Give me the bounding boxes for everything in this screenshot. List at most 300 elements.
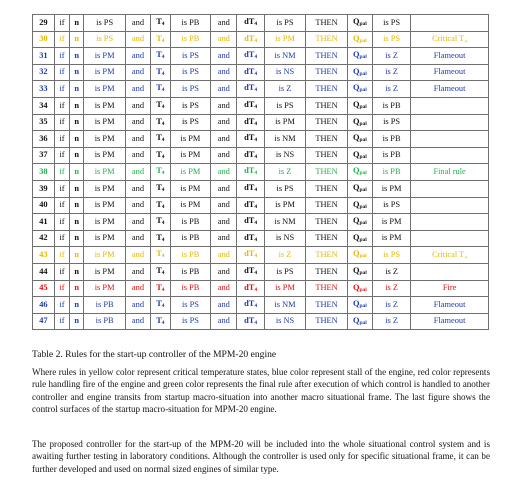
then-keyword xyxy=(306,263,348,280)
fuel-variable xyxy=(347,197,372,214)
temperature-derivative-term xyxy=(264,15,306,32)
temperature-derivative-variable-subscript: 4 xyxy=(254,253,258,260)
fuel-variable-text: Q xyxy=(352,299,360,309)
temperature-derivative-term-text: is PS xyxy=(276,183,294,193)
then-keyword xyxy=(306,97,348,114)
then-keyword xyxy=(306,230,348,247)
speed-variable xyxy=(70,15,84,32)
temperature-derivative-variable-subscript: 4 xyxy=(254,137,258,144)
paragraph-color-legend: Where rules in yellow color represent critical temperature states, blue color represent stall of the engine, red color represents rule handling fire of the engine and green color represents the final rule after execution of which control is handled to another controller and engine transits from startup macro-situation into another macro situational frame. The last figure shows the control surfaces of the startup macro-situation for MPM-20 engine. xyxy=(32,367,490,415)
fuel-variable-subscript: pal xyxy=(359,153,367,160)
and-keyword-text: and xyxy=(217,100,230,110)
temperature-derivative-term xyxy=(264,280,306,297)
temperature-derivative-term xyxy=(264,131,306,148)
fuel-variable-text: Q xyxy=(352,182,360,192)
temperature-variable xyxy=(151,313,171,330)
rule-row xyxy=(33,48,489,65)
if-keyword-text: if xyxy=(59,166,65,176)
fuel-variable-subscript: pal xyxy=(359,21,367,28)
speed-term-text: is PM xyxy=(94,166,115,176)
speed-term-text: is PM xyxy=(94,233,115,243)
speed-variable-text: n xyxy=(74,266,80,276)
fuel-variable-text: Q xyxy=(352,66,360,76)
temperature-variable-text: T xyxy=(156,17,162,27)
fuel-term-text: is PB xyxy=(382,100,401,110)
speed-variable-text: n xyxy=(74,200,80,210)
fuel-term xyxy=(372,263,410,280)
and-keyword-text: and xyxy=(217,50,230,60)
temperature-variable xyxy=(151,247,171,264)
and-keyword-text: and xyxy=(217,117,230,127)
fuel-variable-subscript: pal xyxy=(359,137,367,144)
fuel-term xyxy=(372,64,410,81)
speed-variable-text: n xyxy=(74,299,80,309)
speed-term xyxy=(84,147,126,164)
and-keyword-text: and xyxy=(217,200,230,210)
temperature-derivative-variable xyxy=(237,164,264,181)
temperature-derivative-term xyxy=(264,164,306,181)
fuel-variable-text: Q xyxy=(352,232,360,242)
speed-term xyxy=(84,297,126,314)
and-keyword-text: and xyxy=(131,117,145,127)
temperature-term-text: is PM xyxy=(180,183,201,193)
temperature-derivative-term xyxy=(264,297,306,314)
speed-variable xyxy=(70,263,84,280)
temperature-derivative-variable-text: dT xyxy=(244,33,255,43)
and-keyword-text: and xyxy=(131,249,145,259)
fuel-variable-subscript: pal xyxy=(359,87,367,94)
temperature-derivative-term-text: is NM xyxy=(274,216,296,226)
rule-number-text: 42 xyxy=(39,233,48,243)
then-keyword-text: THEN xyxy=(315,249,338,259)
if-keyword-text: if xyxy=(59,183,65,193)
rule-row xyxy=(33,313,489,330)
rule-number xyxy=(33,263,55,280)
if-keyword-text: if xyxy=(59,299,65,309)
temperature-variable-text: T xyxy=(156,83,162,93)
temperature-term xyxy=(170,147,210,164)
rule-row xyxy=(33,197,489,214)
temperature-term-text: is PM xyxy=(180,133,201,143)
temperature-derivative-term-text: is PS xyxy=(276,100,294,110)
fuel-term xyxy=(372,297,410,314)
temperature-term xyxy=(170,31,210,48)
temperature-variable-text: T xyxy=(156,249,162,259)
rule-row xyxy=(33,31,489,48)
temperature-derivative-variable xyxy=(237,180,264,197)
if-keyword xyxy=(54,230,69,247)
fuel-variable-text: Q xyxy=(352,282,360,292)
temperature-term xyxy=(170,64,210,81)
temperature-derivative-variable-subscript: 4 xyxy=(254,236,258,243)
temperature-term-text: is PS xyxy=(181,316,199,326)
rule-number-text: 43 xyxy=(39,249,48,259)
temperature-variable-text: T xyxy=(156,66,162,76)
rule-note xyxy=(411,31,489,48)
speed-variable-text: n xyxy=(74,283,80,293)
and-keyword xyxy=(211,131,237,148)
if-keyword-text: if xyxy=(59,200,65,210)
speed-term xyxy=(84,97,126,114)
rule-number-text: 33 xyxy=(39,83,48,93)
temperature-variable xyxy=(151,31,171,48)
temperature-derivative-variable-text: dT xyxy=(244,199,255,209)
speed-variable xyxy=(70,180,84,197)
rule-number-text: 31 xyxy=(39,50,48,60)
rule-number xyxy=(33,230,55,247)
speed-variable xyxy=(70,81,84,98)
and-keyword-text: and xyxy=(217,166,230,176)
speed-term xyxy=(84,230,126,247)
and-keyword xyxy=(125,280,150,297)
rule-note xyxy=(411,247,489,264)
temperature-variable-text: T xyxy=(156,282,162,292)
fuel-variable xyxy=(347,114,372,131)
fuel-variable-text: Q xyxy=(352,100,360,110)
temperature-derivative-variable-subscript: 4 xyxy=(254,220,258,227)
temperature-term xyxy=(170,15,210,32)
speed-variable xyxy=(70,230,84,247)
then-keyword-text: THEN xyxy=(315,266,338,276)
speed-variable xyxy=(70,114,84,131)
and-keyword xyxy=(211,114,237,131)
rule-number xyxy=(33,313,55,330)
and-keyword xyxy=(211,214,237,231)
speed-variable xyxy=(70,247,84,264)
rule-row xyxy=(33,297,489,314)
and-keyword xyxy=(211,147,237,164)
temperature-variable xyxy=(151,180,171,197)
temperature-variable xyxy=(151,147,171,164)
if-keyword-text: if xyxy=(59,34,65,44)
rule-note-text: Flameout xyxy=(433,50,466,60)
temperature-term xyxy=(170,81,210,98)
rule-number xyxy=(33,297,55,314)
fuel-term-text: is PS xyxy=(383,249,401,259)
rule-number-text: 46 xyxy=(39,299,48,309)
rule-number xyxy=(33,48,55,65)
speed-term-text: is PM xyxy=(94,183,115,193)
rule-number xyxy=(33,31,55,48)
temperature-variable-subscript: 4 xyxy=(161,220,165,227)
temperature-term xyxy=(170,131,210,148)
fuel-variable xyxy=(347,230,372,247)
fuel-variable-text: Q xyxy=(352,149,360,159)
then-keyword-text: THEN xyxy=(315,233,338,243)
temperature-derivative-term xyxy=(264,81,306,98)
then-keyword-text: THEN xyxy=(315,67,338,77)
fuel-term xyxy=(372,164,410,181)
fuel-term xyxy=(372,147,410,164)
temperature-term-text: is PS xyxy=(181,100,199,110)
and-keyword-text: and xyxy=(131,266,145,276)
temperature-derivative-variable-text: dT xyxy=(244,265,255,275)
rule-note xyxy=(411,164,489,181)
then-keyword-text: THEN xyxy=(315,166,338,176)
rule-row xyxy=(33,230,489,247)
temperature-derivative-variable xyxy=(237,131,264,148)
speed-term-text: is PM xyxy=(94,216,115,226)
and-keyword xyxy=(125,131,150,148)
temperature-variable-text: T xyxy=(156,133,162,143)
speed-term xyxy=(84,31,126,48)
and-keyword xyxy=(125,15,150,32)
temperature-derivative-variable xyxy=(237,280,264,297)
if-keyword xyxy=(54,131,69,148)
rules-table xyxy=(32,14,489,330)
fuel-term xyxy=(372,15,410,32)
rule-note-text: Flameout xyxy=(433,316,466,326)
and-keyword-text: and xyxy=(217,133,230,143)
rule-number-text: 30 xyxy=(39,34,48,44)
temperature-variable xyxy=(151,97,171,114)
fuel-term-text: is Z xyxy=(385,266,398,276)
then-keyword xyxy=(306,280,348,297)
rule-number xyxy=(33,247,55,264)
temperature-derivative-term-text: is NS xyxy=(275,150,295,160)
temperature-derivative-variable-text: dT xyxy=(244,149,255,159)
and-keyword xyxy=(125,64,150,81)
fuel-variable-text: Q xyxy=(352,265,360,275)
fuel-term xyxy=(372,247,410,264)
fuel-variable-text: Q xyxy=(352,315,360,325)
temperature-derivative-variable-subscript: 4 xyxy=(254,319,258,326)
fuel-variable-text: Q xyxy=(352,133,360,143)
speed-term-text: is PB xyxy=(95,316,114,326)
rule-number xyxy=(33,15,55,32)
fuel-variable xyxy=(347,164,372,181)
rule-note xyxy=(411,64,489,81)
and-keyword xyxy=(211,164,237,181)
temperature-variable-text: T xyxy=(156,166,162,176)
fuel-variable-text: Q xyxy=(352,166,360,176)
rule-row xyxy=(33,97,489,114)
fuel-term-text: is PS xyxy=(383,17,401,27)
temperature-derivative-variable-text: dT xyxy=(244,299,255,309)
temperature-variable-subscript: 4 xyxy=(161,37,165,44)
temperature-variable xyxy=(151,214,171,231)
and-keyword xyxy=(211,247,237,264)
temperature-term xyxy=(170,313,210,330)
rule-number xyxy=(33,280,55,297)
rule-note xyxy=(411,313,489,330)
rule-note xyxy=(411,131,489,148)
rule-row xyxy=(33,114,489,131)
fuel-variable xyxy=(347,280,372,297)
rule-note xyxy=(411,280,489,297)
speed-variable-text: n xyxy=(74,316,80,326)
and-keyword xyxy=(211,180,237,197)
temperature-term xyxy=(170,263,210,280)
rule-note-text: Final rule xyxy=(433,166,466,176)
if-keyword xyxy=(54,263,69,280)
if-keyword-text: if xyxy=(59,67,65,77)
and-keyword xyxy=(125,97,150,114)
temperature-variable-text: T xyxy=(156,182,162,192)
and-keyword-text: and xyxy=(217,216,230,226)
temperature-variable-subscript: 4 xyxy=(161,70,165,77)
then-keyword-text: THEN xyxy=(315,283,338,293)
and-keyword-text: and xyxy=(217,249,230,259)
and-keyword-text: and xyxy=(217,150,230,160)
temperature-term-text: is PB xyxy=(181,34,200,44)
fuel-variable xyxy=(347,313,372,330)
temperature-term-text: is PS xyxy=(181,117,199,127)
speed-variable xyxy=(70,64,84,81)
then-keyword xyxy=(306,15,348,32)
then-keyword-text: THEN xyxy=(315,299,338,309)
then-keyword xyxy=(306,180,348,197)
fuel-variable-subscript: pal xyxy=(359,120,367,127)
and-keyword-text: and xyxy=(131,283,145,293)
temperature-variable-subscript: 4 xyxy=(161,120,165,127)
rule-number-text: 34 xyxy=(39,100,48,110)
and-keyword-text: and xyxy=(217,266,230,276)
temperature-term xyxy=(170,280,210,297)
speed-variable xyxy=(70,214,84,231)
rule-note-text: Critical T₄ xyxy=(432,34,468,44)
if-keyword xyxy=(54,64,69,81)
and-keyword-text: and xyxy=(131,50,145,60)
fuel-variable-text: Q xyxy=(352,199,360,209)
speed-term-text: is PM xyxy=(94,67,115,77)
temperature-variable-text: T xyxy=(156,299,162,309)
fuel-term-text: is PS xyxy=(383,34,401,44)
speed-term xyxy=(84,247,126,264)
rule-note xyxy=(411,197,489,214)
speed-term xyxy=(84,15,126,32)
temperature-term-text: is PB xyxy=(181,216,200,226)
fuel-variable xyxy=(347,48,372,65)
speed-term xyxy=(84,280,126,297)
rule-note xyxy=(411,48,489,65)
fuel-term xyxy=(372,114,410,131)
temperature-derivative-variable-text: dT xyxy=(244,133,255,143)
speed-variable-text: n xyxy=(74,117,80,127)
temperature-term-text: is PB xyxy=(181,249,200,259)
if-keyword xyxy=(54,15,69,32)
temperature-term xyxy=(170,114,210,131)
fuel-term xyxy=(372,214,410,231)
temperature-term xyxy=(170,247,210,264)
temperature-derivative-term-text: is PM xyxy=(275,117,295,127)
temperature-variable xyxy=(151,48,171,65)
rule-row xyxy=(33,81,489,98)
temperature-variable-text: T xyxy=(156,149,162,159)
fuel-term-text: is Z xyxy=(385,50,398,60)
temperature-term xyxy=(170,230,210,247)
temperature-derivative-variable-subscript: 4 xyxy=(254,203,258,210)
fuel-variable-text: Q xyxy=(352,249,360,259)
paragraph-conclusion: The proposed controller for the start-up of the MPM-20 will be included into the whole situational control system and is awaiting further testing in laboratory conditions. Although the controller is used only for specific situational frame, it can be further developed and used on normal sized engines of similar type. xyxy=(32,439,490,474)
temperature-derivative-variable-text: dT xyxy=(244,50,255,60)
if-keyword-text: if xyxy=(59,100,65,110)
and-keyword-text: and xyxy=(131,200,145,210)
temperature-variable-text: T xyxy=(156,33,162,43)
speed-variable-text: n xyxy=(74,83,80,93)
speed-variable xyxy=(70,313,84,330)
temperature-derivative-variable xyxy=(237,230,264,247)
and-keyword xyxy=(125,247,150,264)
speed-term xyxy=(84,263,126,280)
rule-row xyxy=(33,64,489,81)
temperature-derivative-variable-subscript: 4 xyxy=(254,153,258,160)
speed-term-text: is PM xyxy=(94,249,115,259)
and-keyword-text: and xyxy=(217,67,230,77)
and-keyword-text: and xyxy=(131,316,145,326)
temperature-derivative-variable-subscript: 4 xyxy=(254,286,258,293)
temperature-derivative-variable xyxy=(237,297,264,314)
fuel-variable-subscript: pal xyxy=(359,269,367,276)
temperature-variable-subscript: 4 xyxy=(161,54,165,61)
temperature-derivative-term-text: is NM xyxy=(274,50,296,60)
rule-number xyxy=(33,64,55,81)
temperature-derivative-term-text: is PM xyxy=(275,34,295,44)
fuel-term-text: is PM xyxy=(381,233,402,243)
temperature-derivative-variable-subscript: 4 xyxy=(254,21,258,28)
rule-note xyxy=(411,147,489,164)
then-keyword-text: THEN xyxy=(315,316,338,326)
temperature-derivative-variable-subscript: 4 xyxy=(254,120,258,127)
and-keyword-text: and xyxy=(217,34,230,44)
fuel-variable-text: Q xyxy=(352,17,360,27)
speed-variable xyxy=(70,297,84,314)
and-keyword xyxy=(211,197,237,214)
if-keyword xyxy=(54,214,69,231)
and-keyword xyxy=(211,15,237,32)
temperature-derivative-term-text: is NM xyxy=(274,133,296,143)
temperature-derivative-term-text: is Z xyxy=(278,166,292,176)
temperature-term xyxy=(170,97,210,114)
and-keyword xyxy=(125,313,150,330)
and-keyword-text: and xyxy=(131,133,145,143)
and-keyword-text: and xyxy=(131,183,145,193)
speed-term xyxy=(84,81,126,98)
fuel-term-text: is PS xyxy=(383,117,401,127)
temperature-derivative-variable-subscript: 4 xyxy=(254,70,258,77)
temperature-term-text: is PS xyxy=(181,50,199,60)
temperature-term-text: is PS xyxy=(181,67,199,77)
and-keyword-text: and xyxy=(217,233,230,243)
then-keyword xyxy=(306,147,348,164)
temperature-derivative-term xyxy=(264,197,306,214)
and-keyword xyxy=(211,81,237,98)
then-keyword xyxy=(306,114,348,131)
temperature-derivative-term xyxy=(264,313,306,330)
speed-variable xyxy=(70,48,84,65)
speed-term-text: is PM xyxy=(94,50,115,60)
rule-note xyxy=(411,15,489,32)
if-keyword-text: if xyxy=(59,266,65,276)
rule-number xyxy=(33,180,55,197)
then-keyword xyxy=(306,214,348,231)
speed-variable-text: n xyxy=(74,17,80,27)
and-keyword xyxy=(125,230,150,247)
speed-variable xyxy=(70,97,84,114)
speed-term-text: is PM xyxy=(94,200,115,210)
temperature-derivative-variable xyxy=(237,214,264,231)
temperature-term-text: is PM xyxy=(180,200,201,210)
temperature-variable-subscript: 4 xyxy=(161,186,165,193)
rule-row xyxy=(33,247,489,264)
fuel-variable-text: Q xyxy=(352,33,360,43)
temperature-derivative-variable-subscript: 4 xyxy=(254,170,258,177)
and-keyword-text: and xyxy=(131,150,145,160)
speed-term-text: is PM xyxy=(94,150,115,160)
table-caption: Table 2. Rules for the start-up controller of the MPM-20 engine xyxy=(32,349,277,360)
temperature-term xyxy=(170,297,210,314)
speed-variable-text: n xyxy=(74,233,80,243)
